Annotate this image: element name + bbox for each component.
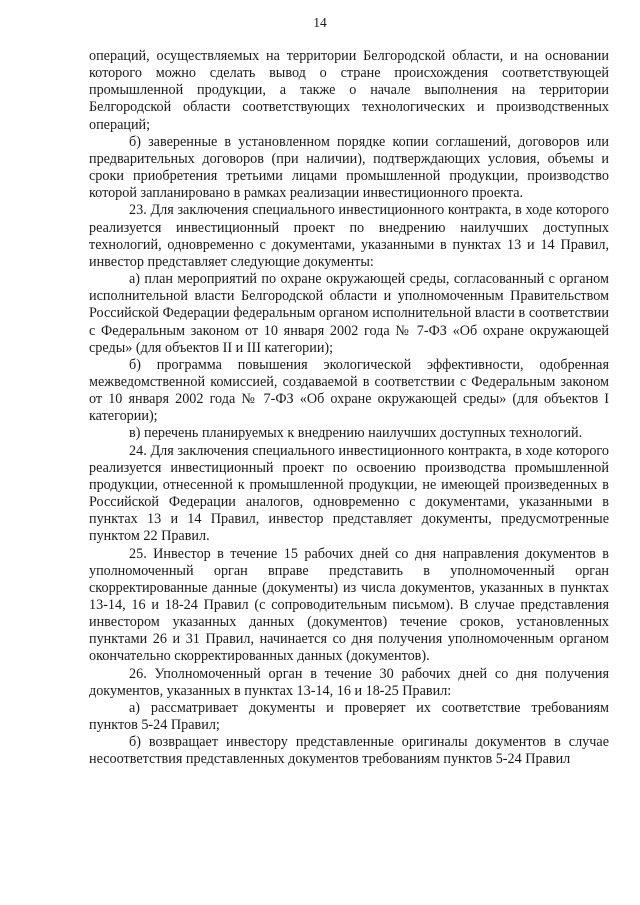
paragraph-26a: а) рассматривает документы и проверяет их соответствие требованиям пунктов 5-24 Правил; [89,699,609,734]
page-number: 14 [313,15,327,30]
paragraph-25: 25. Инвестор в течение 15 рабочих дней со дня направления документов в уполномоченный орган вправе представить в уполномоченный орган скорректированные данные (документы) из числа документов, указанных в пунктах 13-14, 16 и 18-24 Правил (с сопроводительным письмом). В случае представления инвестором указанных данных (документов) течение сроков, установленных пунктами 26 и 31 Правил, начинается со дня получения уполномоченным органом окончательно скорректированных данных (документов). [89,545,609,665]
paragraph-continuation: операций, осуществляемых на территории Белгородской области, и на основании которого можно сделать вывод о стране происхождения соответствующей промышленной продукции, а также о начале выполнения на территории Белгородской области соответствующих технологических и производственных операций; [89,48,609,133]
paragraph-23c: в) перечень планируемых к внедрению наилучших доступных технологий. [129,425,583,442]
paragraph-24: 24. Для заключения специального инвестиционного контракта, в ходе которого реализуется инвестиционный проект по освоению производства промышленной продукции, отнесенной к промышленной продукции, не имеющей произведенных в Российской Федерации аналогов, одновременно с документами, указанными в пунктах 13 и 14 Правил, инвестор представляет документы, предусмотренные пунктом 22 Правил. [89,442,609,545]
paragraph-23b: б) программа повышения экологической эффективности, одобренная межведомственной комиссией, создаваемой в соответствии с Федеральным законом от 10 января 2002 года № 7-ФЗ «Об охране окружающей среды» (для объектов I категории); [89,356,609,425]
paragraph-23: 23. Для заключения специального инвестиционного контракта, в ходе которого реализуется инвестиционный проект по внедрению наилучших доступных технологий, одновременно с документами, указанными в пунктах 13 и 14 Правил, инвестор представляет следующие документы: [89,202,609,270]
paragraph-23a: а) план мероприятий по охране окружающей среды, согласованный с органом исполнительной власти Белгородской области и уполномоченным Правительством Российской Федерации федеральным органом исполнительной власти в соответствии с Федеральным законом от 10 января 2002 года № 7-ФЗ «Об охране окружающей среды» (для объектов II и III категории); [89,271,609,356]
paragraph-26: 26. Уполномоченный орган в течение 30 рабочих дней со дня получения документов, указанных в пунктах 13-14, 16 и 18-25 Правил: [89,665,609,699]
document-body [89,48,609,769]
paragraph-22b: б) заверенные в установленном порядке копии соглашений, договоров или предварительных договоров (при наличии), подтверждающих условия, объемы и сроки приобретения третьими лицами промышленной продукции, производство которой запланировано в рамках реализации инвестиционного проекта. [89,133,609,202]
paragraph-26b: б) возвращает инвестору представленные оригиналы документов в случае несоответствия представленных документов требованиям пунктов 5-24 Правил [89,734,609,768]
